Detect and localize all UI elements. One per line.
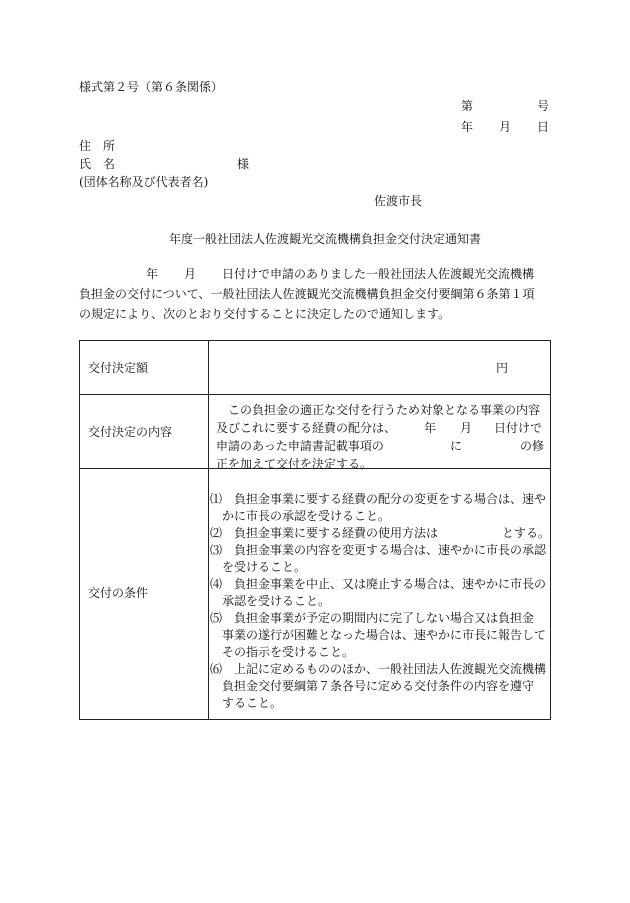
body-month: 月 [184, 267, 197, 281]
form-number: 様式第２号（第６条関係） [79, 80, 224, 94]
row-label-conditions: 交付の条件 [88, 586, 149, 600]
body-line3: の規定により、次のとおり交付することに決定したので通知します。 [79, 307, 451, 321]
body-line1: 日付けで申請のありました一般社団法人佐渡観光交流機構 [222, 267, 535, 281]
amount-unit: 円 [496, 361, 509, 375]
grant-table: 交付決定額 円 交付決定の内容 この負担金の適正な交付を行うため対象となる事業の内容 及びこれに要する経費の配分は、 年 月 日付けで 申請のあった申請書記載事項の に の修 正を加えて交付を決定する。 交付の条件 ⑴ 負担金事業に要する経費の配分の変更をする場合は、速や かに市長の承認を受けること。 ⑵ 負担金事業に要する経費の使用方法は とする。 ⑶ 負担金事業の内容を変更する場合は、速やかに市長の承認 を受けること。 ⑷ 負担金事業を中止、又は廃止する場合は、速やかに市長の 承認を受けること。 ⑸ 負担金事業が予定の期間内に完了しない場合又は負担金 事業の遂行が困難となった場合は、速やかに市長に報告して その指示を受けること。 ⑹ 上記に定めるもののほか、一般社団法人佐渡観光交流機構 負担金交付要綱第７条各号に定める交付条件の内容を遵守 すること。 [79, 340, 551, 720]
body-year: 年 [146, 267, 159, 281]
name-label: 氏 名 [79, 157, 116, 171]
issuer: 佐渡市長 [374, 194, 423, 208]
date-month: 月 [499, 120, 512, 134]
body-line2: 負担金の交付について、一般社団法人佐渡観光交流機構負担金交付要綱第６条第１項 [79, 287, 535, 301]
honorific: 様 [237, 157, 250, 171]
row-label-content: 交付決定の内容 [88, 425, 173, 439]
document-title: 年度一般社団法人佐渡観光交流機構負担金交付決定通知書 [169, 232, 482, 246]
condition-6: ⑹ 上記に定めるもののほか、一般社団法人佐渡観光交流機構 [210, 662, 547, 676]
condition-1: ⑴ 負担金事業に要する経費の配分の変更をする場合は、速や [210, 492, 547, 506]
date-day: 日 [537, 120, 550, 134]
condition-4: ⑷ 負担金事業を中止、又は廃止する場合は、速やかに市長の [210, 577, 547, 591]
condition-5: ⑸ 負担金事業が予定の期間内に完了しない場合又は負担金 [210, 611, 535, 625]
row-label-amount: 交付決定額 [88, 361, 149, 375]
body-paragraph [79, 264, 559, 324]
table-row-divider-1 [80, 394, 550, 395]
table-column-divider [208, 341, 209, 719]
organization-note: (団体名称及び代表者名) [79, 175, 209, 189]
condition-2: ⑵ 負担金事業に要する経費の使用方法は [210, 526, 439, 540]
address-label: 住 所 [79, 139, 116, 153]
doc-number-prefix: 第 [461, 99, 474, 113]
date-year: 年 [461, 120, 474, 134]
doc-number-suffix: 号 [537, 99, 550, 113]
condition-3: ⑶ 負担金事業の内容を変更する場合は、速やかに市長の承認 [210, 543, 547, 557]
